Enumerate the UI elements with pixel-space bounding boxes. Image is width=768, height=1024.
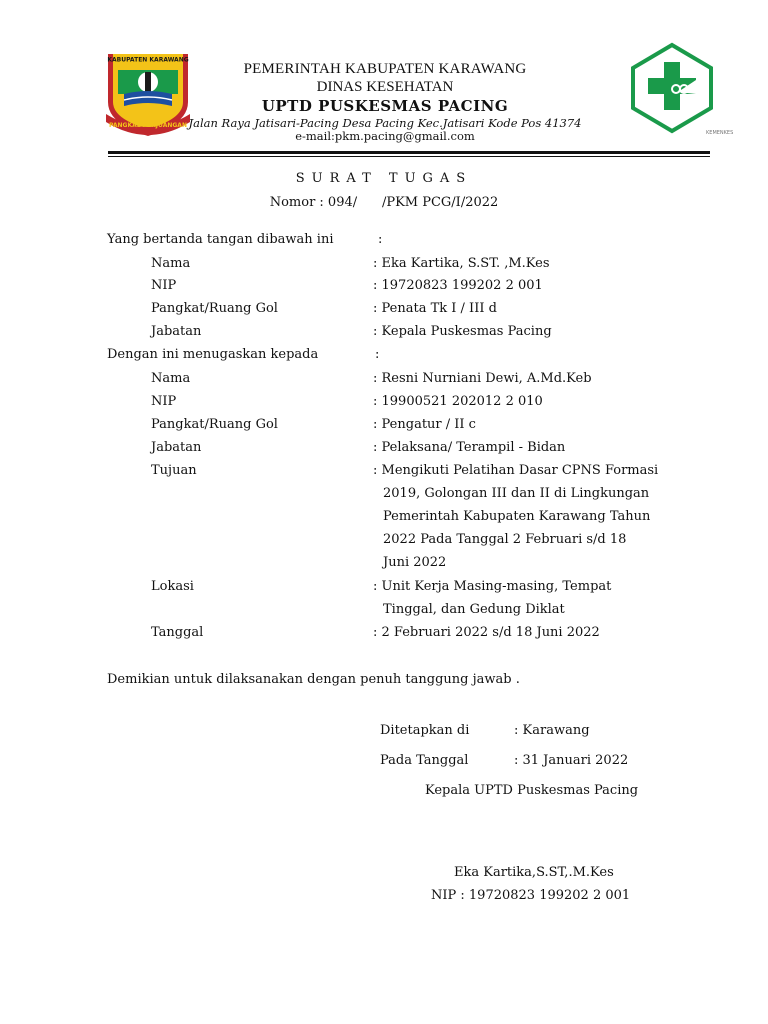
issuer-position-value: : Kepala Puskesmas Pacing	[373, 324, 552, 339]
assignee-purpose-value	[373, 459, 658, 574]
assignee-position-label: Jabatan	[151, 440, 202, 455]
assignee-intro-colon: :	[375, 347, 380, 362]
purpose-line: : Mengikuti Pelatihan Dasar CPNS Formasi	[373, 463, 659, 478]
assignee-rank-label: Pangkat/Ruang Gol	[151, 417, 278, 432]
signature-place-label: Ditetapkan di	[380, 723, 470, 738]
document-number-suffix: /PKM PCG/I/2022	[381, 195, 499, 210]
emblem-top-text: KABUPATEN KARAWANG	[107, 56, 189, 64]
letterhead-divider	[108, 151, 710, 154]
letterhead-address: Jalan Raya Jatisari-Pacing Desa Pacing Kec.Jatisari Kode Pos 41374	[188, 116, 582, 130]
assignee-position-value: : Pelaksana/ Terampil - Bidan	[373, 440, 566, 455]
assignee-date-value: : 2 Februari 2022 s/d 18 Juni 2022	[373, 625, 600, 640]
emblem-ribbon-text: PANGKAL PERJUANGAN	[109, 122, 187, 129]
assignee-nip-label: NIP	[151, 394, 177, 409]
closing-statement: Demikian untuk dilaksanakan dengan penuh tanggung jawab .	[107, 672, 520, 687]
signature-date-value: : 31 Januari 2022	[514, 753, 629, 768]
letterhead-email: e-mail:pkm.pacing@gmail.com	[295, 129, 475, 143]
document-number	[0, 195, 768, 210]
document-number-label: Nomor : 094/	[269, 195, 358, 210]
purpose-line: Pemerintah Kabupaten Karawang Tahun	[383, 509, 651, 524]
ministry-logo-caption: KEMENKES	[706, 130, 734, 136]
signatory-name: Eka Kartika,S.ST,.M.Kes	[454, 865, 614, 880]
letterhead-agency: DINAS KESEHATAN	[316, 79, 454, 95]
issuer-name-label: Nama	[151, 256, 191, 271]
issuer-rank-label: Pangkat/Ruang Gol	[151, 301, 278, 316]
issuer-rank-value: : Penata Tk I / III d	[373, 301, 497, 316]
purpose-line: 2022 Pada Tanggal 2 Februari s/d 18	[383, 532, 627, 547]
assignee-location-value	[373, 575, 611, 621]
assignee-purpose-label: Tujuan	[151, 463, 197, 478]
signature-position: Kepala UPTD Puskesmas Pacing	[425, 783, 639, 798]
location-line: Tinggal, dan Gedung Diklat	[383, 602, 565, 617]
issuer-intro: Yang bertanda tangan dibawah ini	[107, 232, 334, 247]
issuer-nip-label: NIP	[151, 278, 177, 293]
signature-place-value: : Karawang	[514, 723, 590, 738]
assignee-name-label: Nama	[151, 371, 191, 386]
purpose-line: Juni 2022	[383, 555, 447, 570]
signatory-nip: NIP : 19720823 199202 2 001	[431, 888, 631, 903]
letterhead	[0, 0, 768, 170]
document-title: SURAT TUGAS	[295, 171, 473, 186]
issuer-position-label: Jabatan	[151, 324, 202, 339]
letterhead-unit: UPTD PUSKESMAS PACING	[261, 97, 509, 115]
assignee-location-label: Lokasi	[151, 579, 194, 594]
letterhead-divider-thin	[108, 156, 710, 157]
assignee-rank-value: : Pengatur / II c	[373, 417, 476, 432]
issuer-name-value: : Eka Kartika, S.ST. ,M.Kes	[373, 256, 550, 271]
issuer-intro-colon: :	[378, 232, 383, 247]
assignee-name-value: : Resni Nurniani Dewi, A.Md.Keb	[373, 371, 592, 386]
purpose-line: 2019, Golongan III dan II di Lingkungan	[383, 486, 650, 501]
signature-date-label: Pada Tanggal	[380, 753, 469, 768]
letterhead-government: PEMERINTAH KABUPATEN KARAWANG	[243, 61, 527, 77]
assignee-nip-value: : 19900521 202012 2 010	[373, 394, 543, 409]
location-line: : Unit Kerja Masing-masing, Tempat	[373, 579, 612, 594]
health-cross-logo	[630, 42, 714, 134]
assignee-intro: Dengan ini menugaskan kepada	[107, 347, 319, 362]
issuer-nip-value: : 19720823 199202 2 001	[373, 278, 543, 293]
assignee-date-label: Tanggal	[151, 625, 204, 640]
